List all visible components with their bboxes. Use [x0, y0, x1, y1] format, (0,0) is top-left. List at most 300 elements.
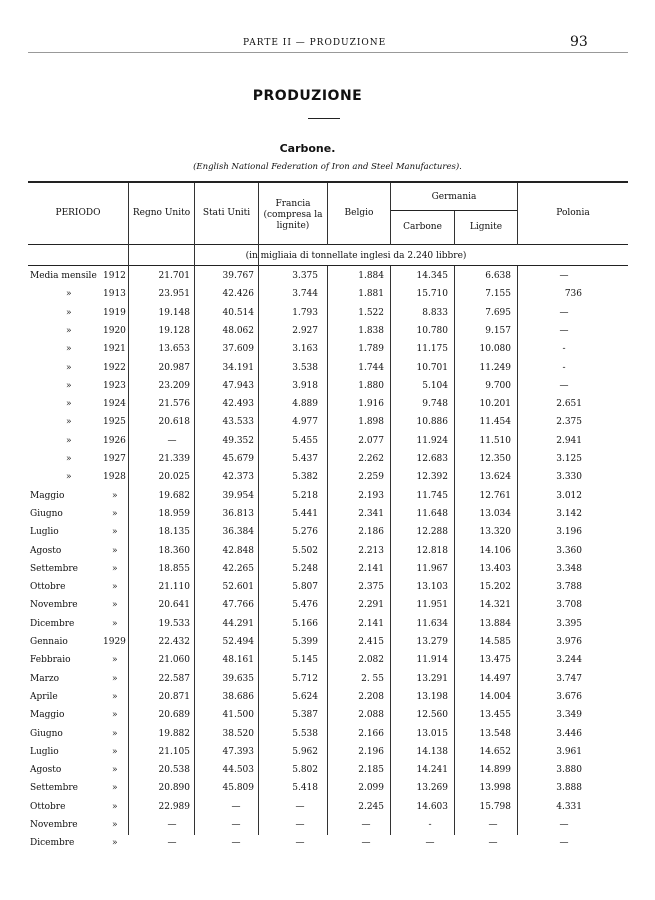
- row-period-label: »: [66, 399, 72, 410]
- row-period-label: Febbraio: [30, 655, 71, 666]
- cell-fr: 5.218: [292, 490, 318, 501]
- cell-pl: 3.395: [556, 618, 582, 629]
- cell-ge-c: 11.175: [416, 344, 448, 355]
- cell-uk: 20.689: [158, 710, 190, 721]
- row-period-label: »: [66, 472, 72, 483]
- col-header-germania: Germania: [431, 192, 477, 202]
- cell-pl: 3.330: [556, 472, 582, 483]
- cell-uk: —: [167, 435, 177, 446]
- row-year-label: »: [112, 765, 118, 776]
- row-period-label: Media mensile: [30, 271, 97, 281]
- cell-fr: 5.476: [292, 600, 318, 611]
- row-period-label: Ottobre: [30, 801, 66, 812]
- cell-fr: —: [295, 820, 305, 830]
- cell-uk: 20.025: [158, 472, 190, 483]
- row-period-label: Dicembre: [30, 838, 75, 849]
- cell-uk: 23.951: [158, 289, 190, 300]
- cell-us: 49.352: [222, 435, 254, 446]
- cell-pl: 2.941: [556, 435, 582, 446]
- cell-us: 42.373: [222, 472, 254, 483]
- cell-uk: 20.618: [158, 417, 190, 428]
- col-header-stati-uniti: Stati Uniti: [202, 208, 251, 218]
- unit-note: (in migliaia di tonnellate inglesi da 2.240 libbre): [245, 251, 467, 261]
- cell-ge-c: 12.818: [416, 545, 448, 556]
- cell-ge-l: —: [488, 838, 498, 849]
- row-period-label: Gennaio: [30, 637, 68, 647]
- running-head: PARTE II — PRODUZIONE: [243, 38, 387, 48]
- cell-ge-l: 9.157: [485, 325, 511, 336]
- cell-pl: 3.142: [556, 508, 582, 519]
- row-period-label: Maggio: [30, 710, 65, 721]
- cell-pl: 3.976: [556, 637, 582, 647]
- cell-pl: 3.012: [556, 490, 582, 501]
- cell-fr: —: [295, 838, 305, 849]
- cell-pl: 3.244: [556, 655, 582, 666]
- cell-uk: 21.576: [158, 399, 190, 410]
- cell-be: 2.341: [358, 508, 384, 519]
- row-period-label: »: [66, 307, 72, 318]
- cell-ge-c: 12.392: [416, 472, 448, 483]
- cell-fr: 5.145: [292, 655, 318, 666]
- cell-ge-l: 7.155: [485, 289, 511, 300]
- cell-us: 48.062: [222, 325, 254, 336]
- cell-ge-l: 13.403: [479, 563, 511, 574]
- col-divider: [258, 183, 259, 835]
- cell-ge-c: 10.780: [416, 325, 448, 336]
- cell-ge-l: 11.510: [479, 435, 511, 446]
- col-header-polonia: Polonia: [556, 208, 590, 218]
- cell-be: 2.099: [358, 783, 384, 794]
- cell-uk: 20.987: [158, 362, 190, 373]
- cell-be: 2.259: [358, 472, 384, 483]
- cell-uk: 23.209: [158, 380, 190, 391]
- row-year-label: 1925: [103, 417, 126, 428]
- cell-fr: 5.802: [292, 765, 318, 776]
- cell-ge-c: 11.951: [416, 600, 448, 611]
- cell-ge-l: 10.080: [479, 344, 511, 355]
- cell-us: 38.520: [222, 728, 254, 739]
- row-year-label: »: [112, 618, 118, 629]
- cell-ge-c: 10.886: [416, 417, 448, 428]
- cell-be: 2.141: [358, 563, 384, 574]
- row-year-label: »: [112, 820, 118, 830]
- cell-ge-c: 11.967: [416, 563, 448, 574]
- cell-fr: 2.927: [292, 325, 318, 336]
- cell-ge-c: 11.914: [416, 655, 448, 666]
- header-bottom-rule: [28, 244, 628, 245]
- cell-ge-l: 14.899: [479, 765, 511, 776]
- cell-fr: 5.538: [292, 728, 318, 739]
- cell-pl: 3.349: [556, 710, 582, 721]
- cell-be: 2.088: [358, 710, 384, 721]
- row-year-label: »: [112, 691, 118, 702]
- cell-ge-c: 14.345: [416, 271, 448, 281]
- row-year-label: 1926: [103, 435, 126, 446]
- cell-uk: 22.989: [158, 801, 190, 812]
- cell-pl: -: [562, 344, 566, 355]
- cell-uk: 13.653: [158, 344, 190, 355]
- row-year-label: 1923: [103, 380, 126, 391]
- cell-be: 2.166: [358, 728, 384, 739]
- cell-be: 2.185: [358, 765, 384, 776]
- row-year-label: 1922: [103, 362, 126, 373]
- cell-be: 2.077: [358, 435, 384, 446]
- cell-fr: 5.387: [292, 710, 318, 721]
- cell-uk: 18.959: [158, 508, 190, 519]
- cell-ge-l: 14.321: [479, 600, 511, 611]
- row-period-label: »: [66, 344, 72, 355]
- cell-uk: 22.587: [158, 673, 190, 684]
- cell-be: 2.186: [358, 527, 384, 538]
- cell-ge-c: —: [425, 838, 435, 849]
- cell-pl: 2.375: [556, 417, 582, 428]
- cell-us: 36.813: [222, 508, 254, 519]
- cell-fr: 5.807: [292, 582, 318, 593]
- cell-ge-l: 11.454: [479, 417, 511, 428]
- cell-ge-c: 14.603: [416, 801, 448, 812]
- cell-ge-l: 15.798: [479, 801, 511, 812]
- cell-ge-l: 12.350: [479, 454, 511, 464]
- cell-us: 39.635: [222, 673, 254, 684]
- col-divider: [517, 266, 518, 835]
- cell-fr: 5.437: [292, 454, 318, 464]
- cell-fr: 5.276: [292, 527, 318, 538]
- cell-pl: 2.651: [556, 399, 582, 410]
- cell-uk: 20.641: [158, 600, 190, 611]
- cell-us: 39.767: [222, 271, 254, 281]
- row-year-label: »: [112, 728, 118, 739]
- row-year-label: 1921: [103, 344, 126, 355]
- cell-ge-l: —: [488, 820, 498, 830]
- cell-pl: 3.708: [556, 600, 582, 611]
- row-year-label: »: [112, 710, 118, 721]
- cell-ge-l: 13.455: [479, 710, 511, 721]
- row-year-label: 1928: [103, 472, 126, 483]
- cell-be: —: [361, 838, 371, 849]
- row-period-label: Aprile: [30, 691, 58, 702]
- cell-ge-l: 13.548: [479, 728, 511, 739]
- col-header-carbone: Carbone: [403, 222, 442, 232]
- cell-ge-c: 11.745: [416, 490, 448, 501]
- col-divider: [327, 266, 328, 835]
- cell-ge-l: 13.998: [479, 783, 511, 794]
- cell-uk: 18.135: [158, 527, 190, 538]
- cell-pl: 3.747: [556, 673, 582, 684]
- cell-ge-c: -: [428, 820, 432, 830]
- cell-us: 52.601: [222, 582, 254, 593]
- cell-ge-l: 13.320: [479, 527, 511, 538]
- cell-ge-c: 15.710: [416, 289, 448, 300]
- row-year-label: »: [112, 490, 118, 501]
- col-header-lignite: Lignite: [469, 222, 503, 232]
- row-year-label: 1927: [103, 454, 126, 464]
- col-divider: [128, 183, 129, 835]
- cell-uk: 21.701: [158, 271, 190, 281]
- col-header-belgio: Belgio: [344, 208, 374, 218]
- cell-pl: 3.888: [556, 783, 582, 794]
- cell-us: 45.809: [222, 783, 254, 794]
- cell-fr: 3.163: [292, 344, 318, 355]
- cell-fr: 5.166: [292, 618, 318, 629]
- cell-ge-l: 14.652: [479, 746, 511, 757]
- cell-ge-l: 9.700: [485, 380, 511, 391]
- cell-uk: 18.855: [158, 563, 190, 574]
- cell-pl: 3.961: [556, 746, 582, 757]
- cell-ge-c: 9.748: [422, 399, 448, 410]
- cell-ge-c: 13.269: [416, 783, 448, 794]
- row-period-label: »: [66, 454, 72, 464]
- row-period-label: »: [66, 380, 72, 391]
- cell-ge-c: 12.560: [416, 710, 448, 721]
- cell-fr: 5.624: [292, 691, 318, 702]
- cell-uk: 19.148: [158, 307, 190, 318]
- cell-pl: 3.196: [556, 527, 582, 538]
- cell-ge-c: 10.701: [416, 362, 448, 373]
- cell-pl: —: [559, 271, 569, 281]
- row-period-label: Luglio: [30, 746, 59, 757]
- row-year-label: »: [112, 582, 118, 593]
- cell-us: 48.161: [222, 655, 254, 666]
- cell-pl: -: [562, 362, 566, 373]
- cell-ge-c: 14.241: [416, 765, 448, 776]
- cell-ge-c: 13.279: [416, 637, 448, 647]
- cell-ge-c: 14.138: [416, 746, 448, 757]
- cell-uk: 20.890: [158, 783, 190, 794]
- cell-ge-c: 12.683: [416, 454, 448, 464]
- col-header-periodo: PERIODO: [55, 208, 101, 218]
- cell-us: 37.609: [222, 344, 254, 355]
- cell-pl: —: [559, 325, 569, 336]
- cell-fr: 5.418: [292, 783, 318, 794]
- cell-us: 44.503: [222, 765, 254, 776]
- cell-uk: 20.871: [158, 691, 190, 702]
- cell-us: 42.848: [222, 545, 254, 556]
- cell-fr: 5.962: [292, 746, 318, 757]
- section-subtitle: Carbone.: [279, 142, 336, 155]
- col-divider: [390, 266, 391, 835]
- row-period-label: Settembre: [30, 563, 78, 574]
- cell-be: 2.208: [358, 691, 384, 702]
- cell-pl: —: [559, 838, 569, 849]
- title-divider: [308, 118, 340, 119]
- cell-be: 1.916: [358, 399, 384, 410]
- cell-pl: —: [559, 380, 569, 391]
- cell-be: 2.213: [358, 545, 384, 556]
- row-period-label: Settembre: [30, 783, 78, 794]
- row-period-label: Maggio: [30, 490, 65, 501]
- cell-pl: —: [559, 820, 569, 830]
- cell-uk: 21.105: [158, 746, 190, 757]
- row-year-label: »: [112, 673, 118, 684]
- cell-be: 1.789: [358, 344, 384, 355]
- row-period-label: Agosto: [30, 765, 62, 776]
- cell-fr: —: [295, 801, 305, 812]
- row-year-label: »: [112, 801, 118, 812]
- cell-ge-l: 13.884: [479, 618, 511, 629]
- cell-be: 2.193: [358, 490, 384, 501]
- cell-ge-l: 11.249: [479, 362, 511, 373]
- row-year-label: »: [112, 508, 118, 519]
- cell-us: 40.514: [222, 307, 254, 318]
- row-period-label: Giugno: [30, 728, 63, 739]
- cell-fr: 5.502: [292, 545, 318, 556]
- row-year-label: »: [112, 655, 118, 666]
- cell-uk: 19.882: [158, 728, 190, 739]
- cell-be: 2.196: [358, 746, 384, 757]
- row-period-label: »: [66, 289, 72, 300]
- cell-pl: 3.348: [556, 563, 582, 574]
- cell-pl: 3.880: [556, 765, 582, 776]
- row-year-label: »: [112, 783, 118, 794]
- cell-us: 44.291: [222, 618, 254, 629]
- cell-ge-l: 14.497: [479, 673, 511, 684]
- cell-be: 1.898: [358, 417, 384, 428]
- cell-ge-c: 11.924: [416, 435, 448, 446]
- cell-be: 2.141: [358, 618, 384, 629]
- cell-be: 2.375: [358, 582, 384, 593]
- row-period-label: Luglio: [30, 527, 59, 538]
- cell-ge-c: 12.288: [416, 527, 448, 538]
- cell-ge-l: 13.624: [479, 472, 511, 483]
- cell-be: 1.881: [358, 289, 384, 300]
- cell-fr: 3.918: [292, 380, 318, 391]
- cell-ge-c: 11.648: [416, 508, 448, 519]
- cell-be: 2. 55: [361, 673, 384, 684]
- cell-ge-l: 7.695: [485, 307, 511, 318]
- col-divider: [454, 266, 455, 835]
- cell-us: 52.494: [222, 637, 254, 647]
- cell-be: 2.245: [358, 801, 384, 812]
- cell-fr: 4.977: [292, 417, 318, 428]
- row-year-label: »: [112, 746, 118, 757]
- row-period-label: Dicembre: [30, 618, 75, 629]
- cell-ge-l: 14.106: [479, 545, 511, 556]
- cell-ge-c: 13.291: [416, 673, 448, 684]
- cell-ge-l: 12.761: [479, 490, 511, 501]
- cell-us: 38.686: [222, 691, 254, 702]
- cell-fr: 5.441: [292, 508, 318, 519]
- cell-uk: 21.339: [158, 454, 190, 464]
- col-header-regno-unito: Regno Unito: [132, 208, 191, 218]
- cell-uk: 19.682: [158, 490, 190, 501]
- cell-ge-c: 13.198: [416, 691, 448, 702]
- row-period-label: Agosto: [30, 545, 62, 556]
- row-year-label: 1929: [103, 637, 126, 647]
- cell-be: 1.884: [358, 271, 384, 281]
- cell-uk: 22.432: [158, 637, 190, 647]
- cell-ge-c: 8.833: [422, 307, 448, 318]
- cell-us: —: [231, 820, 241, 830]
- cell-uk: 18.360: [158, 545, 190, 556]
- cell-uk: 19.533: [158, 618, 190, 629]
- row-period-label: Novembre: [30, 820, 78, 830]
- row-year-label: 1912: [103, 271, 126, 281]
- cell-pl: 4.331: [556, 801, 582, 812]
- cell-fr: 3.375: [292, 271, 318, 281]
- row-year-label: »: [112, 527, 118, 538]
- cell-uk: 21.060: [158, 655, 190, 666]
- cell-us: 34.191: [222, 362, 254, 373]
- cell-us: 42.265: [222, 563, 254, 574]
- cell-ge-c: 5.104: [422, 380, 448, 391]
- cell-fr: 5.382: [292, 472, 318, 483]
- cell-be: 1.880: [358, 380, 384, 391]
- cell-ge-l: 13.475: [479, 655, 511, 666]
- cell-be: 2.082: [358, 655, 384, 666]
- cell-uk: —: [167, 838, 177, 849]
- row-period-label: »: [66, 435, 72, 446]
- cell-us: 47.766: [222, 600, 254, 611]
- row-year-label: »: [112, 545, 118, 556]
- row-year-label: »: [112, 838, 118, 849]
- cell-be: 2.291: [358, 600, 384, 611]
- page-number: 93: [570, 34, 588, 50]
- row-year-label: 1920: [103, 325, 126, 336]
- cell-fr: 5.455: [292, 435, 318, 446]
- unit-note-rule: [28, 265, 628, 266]
- cell-fr: 1.793: [292, 307, 318, 318]
- cell-ge-l: 14.004: [479, 691, 511, 702]
- cell-pl: 3.125: [556, 454, 582, 464]
- cell-us: 43.533: [222, 417, 254, 428]
- cell-us: 42.426: [222, 289, 254, 300]
- cell-be: 1.744: [358, 362, 384, 373]
- cell-be: —: [361, 820, 371, 830]
- cell-pl: 3.360: [556, 545, 582, 556]
- cell-be: 1.838: [358, 325, 384, 336]
- cell-pl: 736: [564, 289, 582, 300]
- cell-us: 36.384: [222, 527, 254, 538]
- cell-pl: 3.446: [556, 728, 582, 739]
- row-year-label: 1919: [103, 307, 126, 318]
- cell-ge-c: 11.634: [416, 618, 448, 629]
- cell-be: 2.262: [358, 454, 384, 464]
- page-title: PRODUZIONE: [252, 88, 363, 104]
- cell-ge-c: 13.015: [416, 728, 448, 739]
- cell-ge-c: 13.103: [416, 582, 448, 593]
- cell-us: 47.943: [222, 380, 254, 391]
- cell-ge-l: 10.201: [479, 399, 511, 410]
- cell-uk: 21.110: [158, 582, 190, 593]
- row-year-label: »: [112, 600, 118, 611]
- cell-fr: 5.712: [292, 673, 318, 684]
- cell-ge-l: 6.638: [485, 271, 511, 281]
- row-year-label: »: [112, 563, 118, 574]
- row-year-label: 1913: [103, 289, 126, 300]
- cell-fr: 4.889: [292, 399, 318, 410]
- cell-fr: 5.399: [292, 637, 318, 647]
- cell-us: 45.679: [222, 454, 254, 464]
- table-top-rule: [28, 181, 628, 183]
- row-period-label: Novembre: [30, 600, 78, 611]
- row-period-label: »: [66, 417, 72, 428]
- cell-be: 1.522: [358, 307, 384, 318]
- cell-uk: 19.128: [158, 325, 190, 336]
- cell-fr: 5.248: [292, 563, 318, 574]
- cell-us: 42.493: [222, 399, 254, 410]
- cell-uk: 20.538: [158, 765, 190, 776]
- col-divider: [194, 183, 195, 835]
- cell-ge-l: 13.034: [479, 508, 511, 519]
- cell-fr: 3.744: [292, 289, 318, 300]
- cell-us: 41.500: [222, 710, 254, 721]
- row-period-label: »: [66, 362, 72, 373]
- cell-uk: —: [167, 820, 177, 830]
- cell-pl: 3.676: [556, 691, 582, 702]
- cell-ge-l: 15.202: [479, 582, 511, 593]
- row-period-label: Marzo: [30, 673, 60, 684]
- cell-pl: 3.788: [556, 582, 582, 593]
